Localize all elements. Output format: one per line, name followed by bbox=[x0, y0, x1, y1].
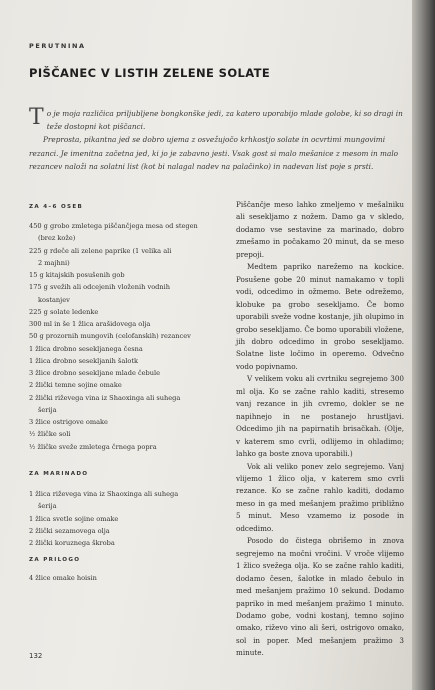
recipe-intro bbox=[29, 107, 403, 173]
marinade-heading: ZA MARINADO bbox=[29, 471, 89, 477]
garnish-item: 4 žlice omake hoisin bbox=[29, 574, 97, 582]
method-step-5: Posodo do čistega obrišemo in znova segrejemo na močni vročini. V vroče vlijemo 1 žlico svežega olja. Ko se začne rahlo kaditi, dodamo česen, šalotke in mlado čebulo in med mešanjem pražimo 10 sekund. Dodamo papriko in med mešanjem pražimo 1 minuto. Dodamo gobe, vodni kostanj, temno sojino omako, riževo vino ali šeri, ostrigovo omako, sol in poper. Med mešanjem pražimo 3 minute. bbox=[236, 536, 404, 658]
page-number: 132 bbox=[29, 652, 43, 660]
intro-text-1: o je moja različica priljubljene bongkonške jedi, za katero uporabijo mlade golobe, ki so dragi in teže dostopni kot piščanci. bbox=[46, 109, 403, 132]
ingredient-item: 15 g kitajskih posušenih gob bbox=[29, 271, 125, 279]
drop-cap: T bbox=[29, 105, 44, 130]
marinade-item: 1 žlica riževega vina iz Shaoxinga ali suhega bbox=[29, 490, 179, 498]
marinade-item: 1 žlica svetle sojine omake bbox=[29, 514, 119, 523]
intro-paragraph-1 bbox=[29, 107, 403, 133]
garnish-heading: ZA PRILOGO bbox=[29, 557, 81, 563]
marinade-item: 2 žlički sezamovega olja bbox=[29, 526, 110, 535]
ingredient-item: 2 žlički temne sojine omake bbox=[29, 381, 122, 390]
ingredient-item: kostanjev bbox=[38, 295, 70, 304]
marinade-item: šerija bbox=[38, 502, 57, 511]
book-spine-shadow bbox=[412, 0, 435, 690]
method-step-3: V velikem voku ali cvrtniku segrejemo 300 ml olja. Ko se začne rahlo kaditi, stresemo vanj rezance in jih cvremo, dokler se ne napihnejo in ne postanejo hrustljavi. Odcedimo jih na papirnatih brisačkah. (Olje, v katerem smo cvrli, odlijemo in ohladimo; lahko ga boste znova uporabili.) bbox=[236, 374, 404, 459]
marinade-item: 2 žlički koruznega škroba bbox=[29, 539, 115, 547]
method-step-2: Medtem papriko narežemo na kockice. Posušene gobe 20 minut namakamo v topli vodi, odcedimo in ožmemo. Bete odrežemo, klobuke pa grobo sesekljamo. Če bomo uporabili sveže vodne kostanje, jih olupimo in grobo sesekljamo. Če bomo uporabili vložene, jih dobro odcedimo in grobo sesekljamo. Solatne liste ločimo in operemo. Odvečno vodo popivnamo. bbox=[236, 262, 404, 371]
ingredient-item: 450 g grobo zmletega piščančjega mesa od stegen bbox=[29, 222, 198, 230]
recipe-title: PIŠČANEC V LISTIH ZELENE SOLATE bbox=[29, 66, 271, 80]
ingredient-list bbox=[29, 220, 219, 453]
ingredient-item: 1 žlica drobno sesekljanega česna bbox=[29, 344, 143, 353]
ingredient-item: 1 žlica drobno sesekljanih šalotk bbox=[29, 356, 138, 365]
ingredient-item: 300 ml in še 1 žlica arašidovega olja bbox=[29, 320, 151, 328]
ingredient-item: 225 g solate ledenke bbox=[29, 307, 99, 316]
method-step-4: Vok ali veliko ponev zelo segrejemo. Vanj vlijemo 1 žlico olja, v katerem smo cvrli rezance. Ko se začne rahlo kaditi, dodamo meso in ga med mešanjem pražimo približno 5 minut. Meso vzamemo iz posode in odcedimo. bbox=[236, 461, 404, 533]
ingredient-item: 175 g svežih ali odcejenih vloženih vodnih bbox=[29, 283, 171, 292]
method-text bbox=[236, 199, 404, 660]
ingredient-item: 3 žlice drobno sesekljane mlade čebule bbox=[29, 369, 161, 377]
ingredient-item: 50 g prozornih mungovih (celofanskih) rezancev bbox=[29, 332, 191, 341]
ingredients-heading: ZA 4–6 OSEB bbox=[29, 204, 84, 210]
ingredient-item: 225 g rdeče ali zelene paprike (1 velika ali bbox=[29, 246, 172, 255]
ingredient-item: ½ žličke sveže zmletega črnega popra bbox=[29, 442, 157, 451]
ingredient-item: (brez kože) bbox=[38, 234, 76, 243]
section-label: PERUTNINA bbox=[29, 42, 86, 50]
ingredient-item: ½ žličke soli bbox=[29, 430, 71, 439]
intro-paragraph-2: Preprosta, pikantna jed se dobro ujema z osvežujočo krhkostjo solate in ocvrtimi mungovimi rezanci. Je imenitna začetna jed, ki jo je zabavno jesti. Vsak gost si malo mešanice z mesom in malo rezancev naloži na solatni list (kot bi nalagal nadev na palačinko) in nadevan list poje s prsti. bbox=[29, 135, 399, 171]
ingredient-item: šerija bbox=[38, 405, 57, 414]
ingredient-item: 2 majhni) bbox=[38, 258, 70, 267]
ingredient-item: 2 žlički riževega vina iz Shaoxinga ali suhega bbox=[29, 393, 181, 402]
garnish-list bbox=[29, 572, 219, 584]
marinade-list bbox=[29, 488, 219, 549]
method-step-1: Piščančje meso lahko zmeljemo v mešalniku ali sesekljamo z nožem. Damo ga v skledo, dodamo vse sestavine za marinado, dobro zmešamo in počakamo 20 minut, da se meso prepoji. bbox=[236, 200, 404, 259]
ingredient-item: 3 žlice ostrigove omake bbox=[29, 418, 108, 426]
